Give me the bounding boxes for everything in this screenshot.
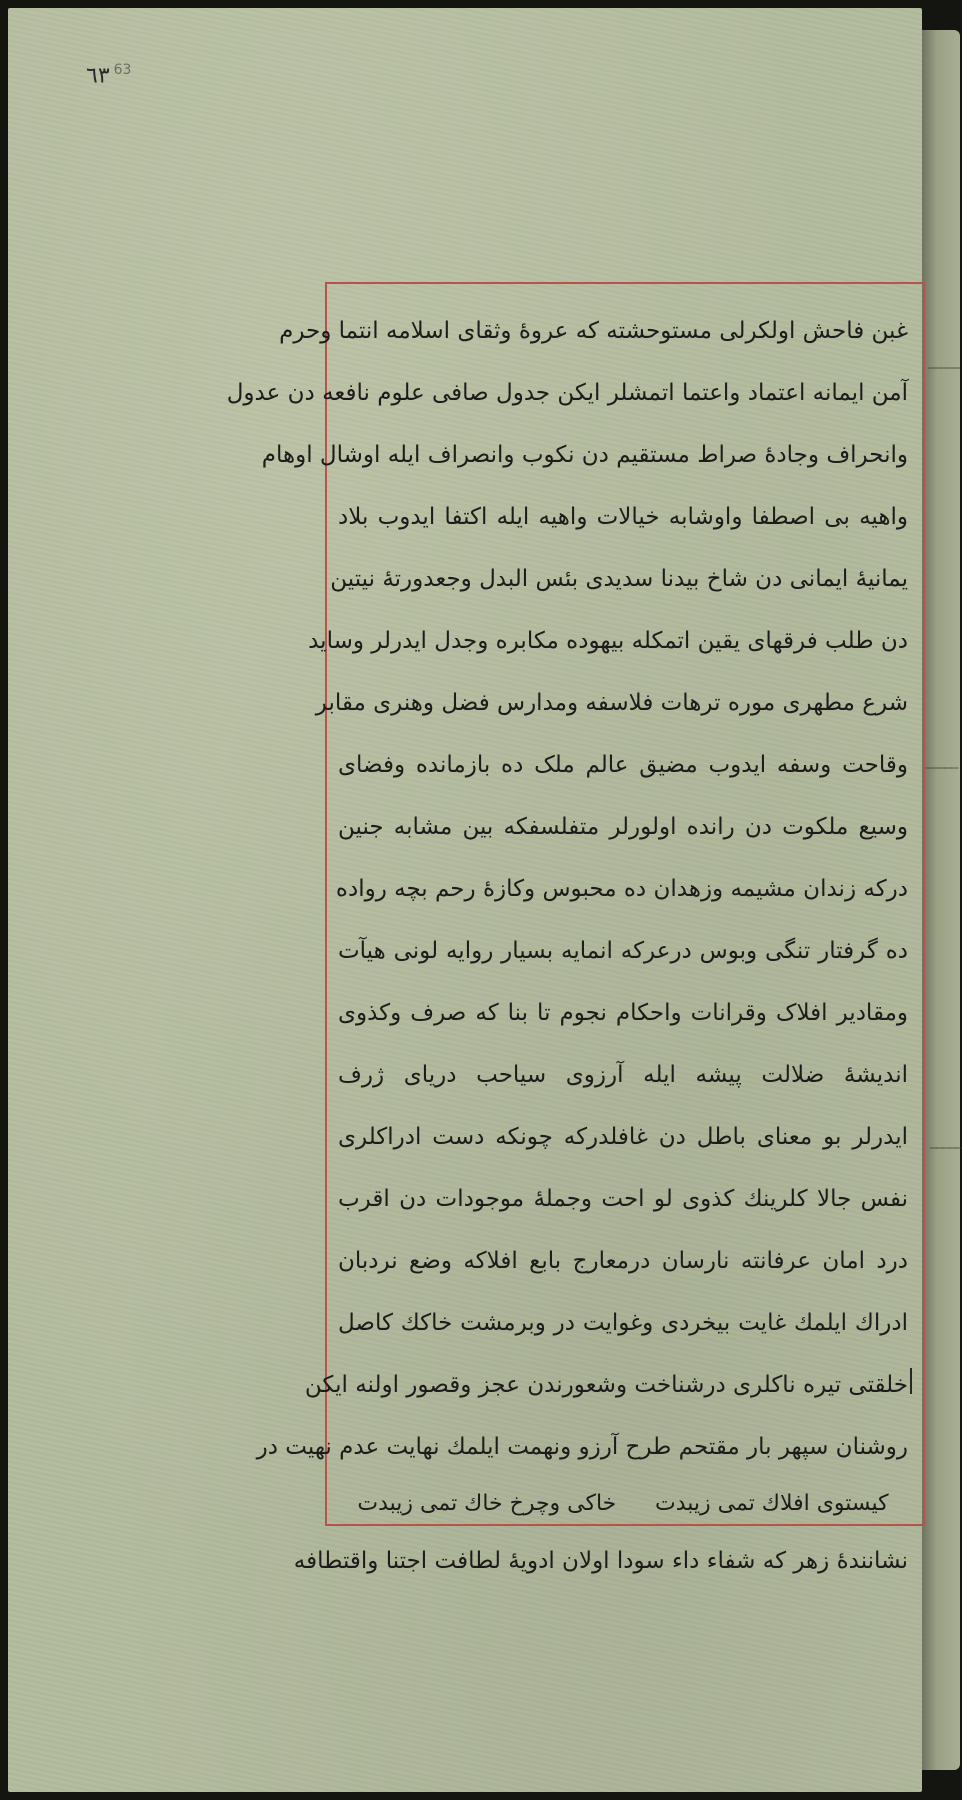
text-line: اندیشۀ ضلالت پیشه ایله آرزوی سیاحب دریای ژرف	[338, 1062, 908, 1088]
text-line: ومقادیر افلاک وقرانات واحکام نجوم تا بنا که صرف وکذوی	[338, 1000, 908, 1026]
text-line: شرع مطهری موره ترهات فلاسفه ومدارس فضل وهنری مقابر	[315, 690, 908, 716]
text-line: درکه زندان مشیمه وزهدان ده محبوس وکازۀ رحم بچه رواده	[335, 876, 908, 902]
text-line: وسیع ملکوت دن رانده اولورلر متفلسفکه بین مشابه جنین	[338, 814, 908, 840]
bleed-through-ink: ـــــ	[928, 350, 961, 375]
verse-marker	[910, 1368, 912, 1394]
text-line: آمن ایمانه اعتماد واعتما اتمشلر ایکن جدول صافی علوم نافعه دن عدول	[226, 380, 908, 406]
text-line: خلقتی تیره ناکلری درشناخت وشعورندن عجز وقصور اولنه ایکن	[304, 1372, 908, 1398]
text-line: ده گرفتار تنگی وبوس درعرکه انمایه بسیار روایه لونی هیآت	[338, 938, 908, 964]
text-line: دن طلب فرقهای یقین اتمکله بیهوده مکابره وجدل ایدرلر وساید	[308, 628, 908, 654]
folio-number	[86, 62, 131, 88]
couplet-hemistich-left: خاکی وچرخ خاك تمی زیبدت	[357, 1491, 617, 1516]
text-line: وانحراف وجادۀ صراط مستقیم دن نکوب وانصراف ایله اوشال اوهام	[261, 442, 908, 468]
text-line: روشنان سپهر بار مقتحم طرح آرزو ونهمت ایلمك نهایت عدم نهیت در	[256, 1434, 908, 1460]
text-line: وقاحت وسفه ایدوب مضیق عالم ملک ده بازمانده وفضای	[338, 752, 908, 778]
next-page-edge	[922, 30, 960, 1770]
text-line: ادراك ایلمك غایت بیخردی وغوایت در وبرمشت خاکك کاصل	[338, 1310, 908, 1336]
bleed-through-ink: ـــــ	[926, 750, 959, 775]
folio-number-ink: ٦٣	[86, 63, 110, 89]
text-line-final: نشانندۀ زهر که شفاء داء سودا اولان ادویۀ لطافت اجتنا واقتطافه	[293, 1548, 908, 1574]
text-line: درد امان عرفانته نارسان درمعارج بابع افلاکه وضع نردبان	[338, 1248, 908, 1274]
folio-number-pencil: 63	[113, 62, 132, 78]
text-line: غبن فاحش اولکرلی مستوحشته که عروۀ وثقای اسلامه انتما وحرم	[279, 318, 908, 344]
text-block	[226, 300, 908, 1574]
text-line: نفس جالا کلرینك کذوی لو احت وجملۀ موجودات دن اقرب	[338, 1186, 908, 1212]
bleed-through-ink: ـــــ	[930, 1130, 962, 1155]
text-line: یمانیۀ ایمانی دن شاخ بیدنا سدیدی بئس البدل وجعدورتهٔ نیتین	[330, 566, 908, 592]
couplet-hemistich-right: کیستوی افلاك تمی زیبدت	[655, 1491, 889, 1516]
text-line: واهیه بی اصطفا واوشابه خیالات واهیه ایله اکتفا ایدوب بلاد	[338, 504, 908, 530]
text-line: ایدرلر بو معنای باطل دن غافلدرکه چونکه دست ادراکلری	[338, 1124, 908, 1150]
verse-couplet	[338, 1478, 908, 1530]
